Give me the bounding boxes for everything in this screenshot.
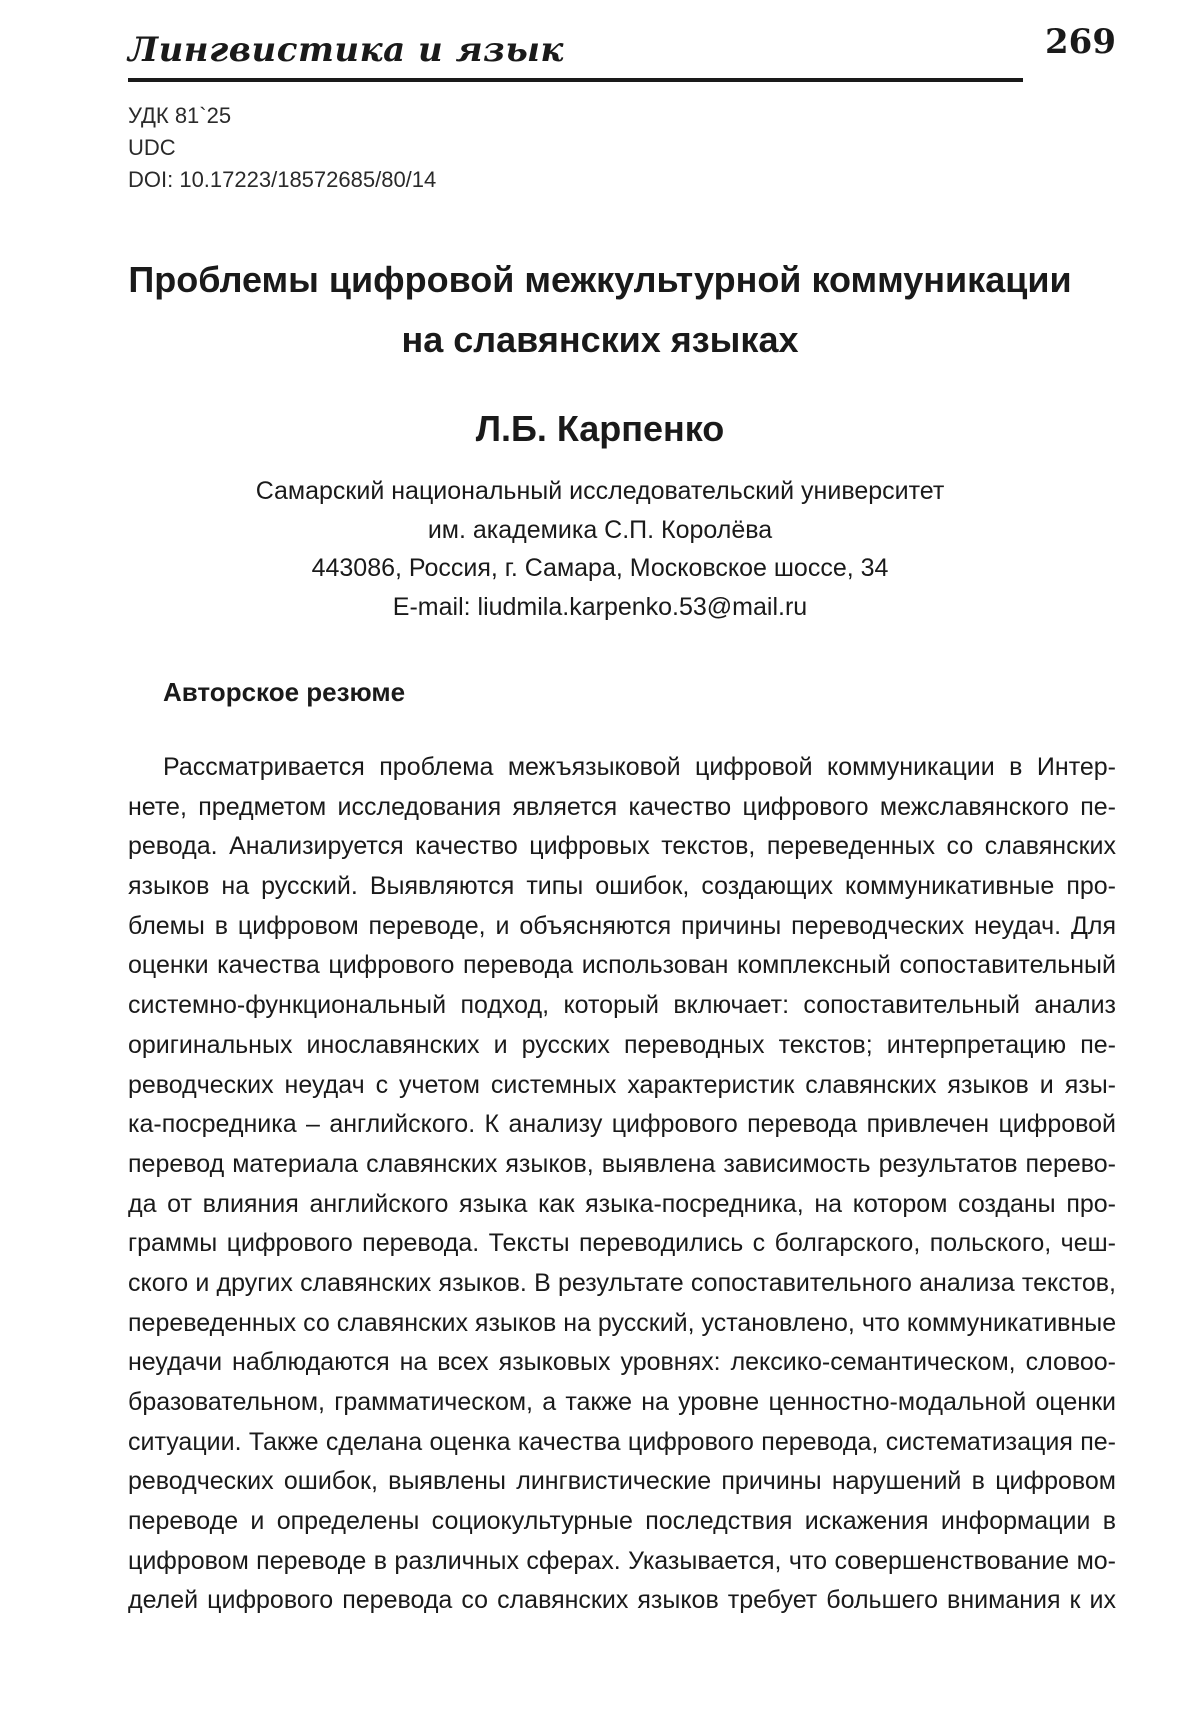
affiliation-email: E-mail: liudmila.karpenko.53@mail.ru xyxy=(392,592,808,621)
doi: DOI: 10.17223/18572685/80/14 xyxy=(128,167,437,192)
article-title xyxy=(100,250,1100,370)
abstract-line: ского и других славянских языков. В результате сопоставительного анализа текстов, xyxy=(128,1268,1116,1297)
abstract-line: Рассматривается проблема межъязыковой цифровой коммуникации в Интер- xyxy=(163,753,1116,781)
abstract-line: бразовательном, грамматическом, а также на уровне ценностно-модальной оценки xyxy=(128,1388,1116,1416)
abstract-body xyxy=(128,748,1116,1621)
abstract-line: оценки качества цифрового перевода использован комплексный сопоставительный xyxy=(128,951,1116,980)
article-meta xyxy=(128,100,436,196)
affiliation-university-name: им. академика С.П. Королёва xyxy=(427,515,773,544)
abstract-line: реводческих неудач с учетом системных характеристик славянских языков и язы- xyxy=(128,1070,1116,1099)
abstract-line: цифровом переводе в различных сферах. Указывается, что совершенствование мо- xyxy=(128,1546,1116,1575)
abstract-line: граммы цифрового перевода. Тексты переводились с болгарского, польского, чеш- xyxy=(128,1229,1116,1258)
abstract-line: ревода. Анализируется качество цифровых текстов, переведенных со славянских xyxy=(128,832,1116,861)
abstract-line: ка-посредника – английского. К анализу цифрового перевода привлечен цифровой xyxy=(128,1110,1116,1139)
abstract-line: оригинальных инославянских и русских переводных текстов; интерпретацию пе- xyxy=(128,1030,1116,1059)
affiliation-university: Самарский национальный исследовательский университет xyxy=(255,477,945,505)
title-line-1: Проблемы цифровой межкультурной коммуникации xyxy=(128,259,1072,300)
author-affiliation xyxy=(100,472,1100,626)
page-number: 269 xyxy=(1045,22,1116,62)
abstract-line: системно-функциональный подход, который включает: сопоставительный анализ xyxy=(128,991,1116,1020)
title-line-2: на славянских языках xyxy=(401,319,799,360)
abstract-line: делей цифрового перевода со славянских языков требует большего внимания к их xyxy=(128,1586,1116,1615)
abstract-heading: Авторское резюме xyxy=(163,677,406,707)
abstract-line: ситуации. Также сделана оценка качества цифрового перевода, систематизация пе- xyxy=(128,1427,1116,1456)
abstract-line: да от влияния английского языка как языка-посредника, на котором созданы про- xyxy=(128,1189,1116,1218)
abstract-line: перевод материала славянских языков, выявлена зависимость результатов перево- xyxy=(128,1149,1116,1178)
abstract-line: реводческих ошибок, выявлены лингвистические причины нарушений в цифровом xyxy=(128,1467,1116,1496)
abstract-line: неудачи наблюдаются на всех языковых уровнях: лексико-семантическом, словоо- xyxy=(128,1348,1116,1377)
abstract-line: нете, предметом исследования является качество цифрового межславянского пе- xyxy=(128,792,1116,821)
abstract-line: переводе и определены социокультурные последствия искажения информации в xyxy=(128,1507,1116,1536)
udc-code: UDC xyxy=(128,135,176,160)
running-head xyxy=(128,28,1023,82)
section-title: Лингвистика и язык xyxy=(128,30,564,70)
author-name: Л.Б. Карпенко xyxy=(475,408,725,449)
abstract-line: блемы в цифровом переводе, и объясняются причины переводческих неудач. Для xyxy=(128,911,1116,940)
abstract-line: языков на русский. Выявляются типы ошибок, создающих коммуникативные про- xyxy=(128,872,1116,901)
udk-code: УДК 81`25 xyxy=(128,103,232,128)
abstract-line: переведенных со славянских языков на русский, установлено, что коммуникативные xyxy=(128,1308,1116,1337)
affiliation-address: 443086, Россия, г. Самара, Московское шоссе, 34 xyxy=(311,554,889,582)
